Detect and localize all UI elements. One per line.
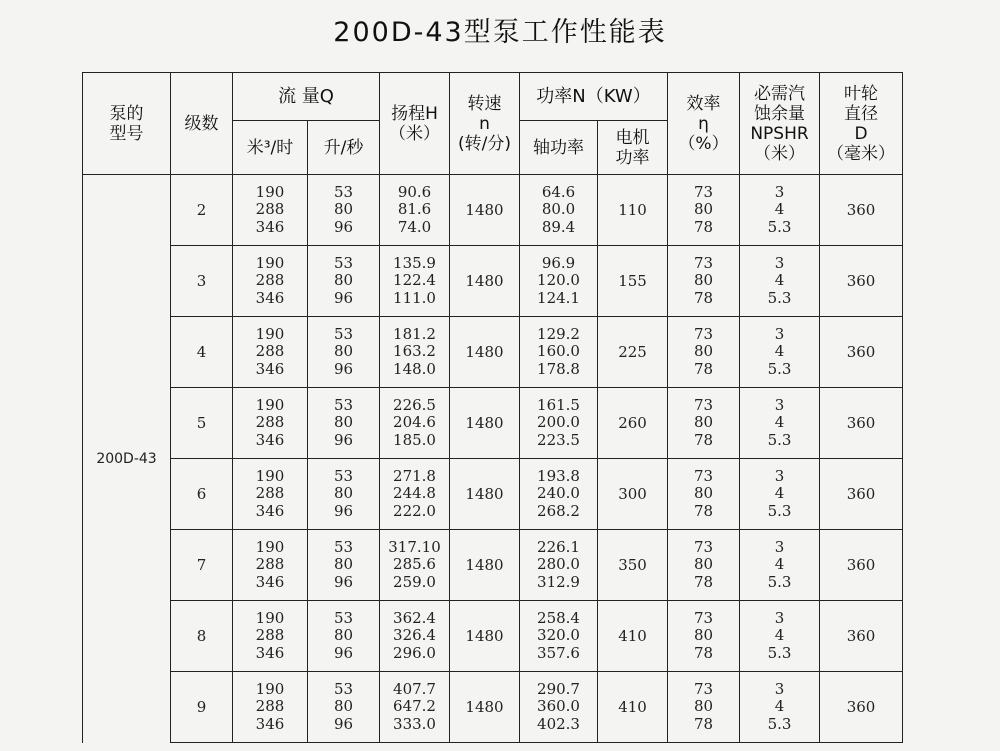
flow-ls-cell: 53 80 96: [308, 388, 380, 459]
header-impeller: 叶轮 直径 D （毫米）: [820, 73, 903, 175]
motor-power-cell: 260: [598, 388, 668, 459]
speed-cell: 1480: [450, 672, 520, 743]
impeller-cell: 360: [820, 459, 903, 530]
efficiency-cell: 73 80 78: [668, 388, 740, 459]
shaft-power-cell: 96.9 120.0 124.1: [520, 246, 598, 317]
header-flow-ls: 升/秒: [308, 121, 380, 175]
header-efficiency: 效率 η （%）: [668, 73, 740, 175]
header-model: 泵的 型号: [83, 73, 171, 175]
flow-m3-cell: 190 288 346: [233, 672, 308, 743]
flow-ls-cell: 53 80 96: [308, 175, 380, 246]
motor-power-cell: 410: [598, 601, 668, 672]
header-head: 扬程H （米）: [380, 73, 450, 175]
stage-cell: 4: [171, 317, 233, 388]
efficiency-cell: 73 80 78: [668, 317, 740, 388]
flow-m3-cell: 190 288 346: [233, 459, 308, 530]
stage-cell: 3: [171, 246, 233, 317]
impeller-cell: 360: [820, 388, 903, 459]
header-shaft-power: 轴功率: [520, 121, 598, 175]
head-cell: 135.9 122.4 111.0: [380, 246, 450, 317]
shaft-power-cell: 64.6 80.0 89.4: [520, 175, 598, 246]
shaft-power-cell: 161.5 200.0 223.5: [520, 388, 598, 459]
efficiency-cell: 73 80 78: [668, 530, 740, 601]
header-flow: 流 量Q: [233, 73, 380, 121]
table-body: [83, 175, 903, 743]
shaft-power-cell: 290.7 360.0 402.3: [520, 672, 598, 743]
stage-cell: 8: [171, 601, 233, 672]
flow-ls-cell: 53 80 96: [308, 530, 380, 601]
header-stages: 级数: [171, 73, 233, 175]
header-motor-power: 电机 功率: [598, 121, 668, 175]
npshr-cell: 3 4 5.3: [740, 459, 820, 530]
flow-ls-cell: 53 80 96: [308, 246, 380, 317]
stage-cell: 2: [171, 175, 233, 246]
head-cell: 317.10 285.6 259.0: [380, 530, 450, 601]
efficiency-cell: 73 80 78: [668, 672, 740, 743]
impeller-cell: 360: [820, 246, 903, 317]
flow-m3-cell: 190 288 346: [233, 175, 308, 246]
npshr-cell: 3 4 5.3: [740, 530, 820, 601]
head-cell: 407.7 647.2 333.0: [380, 672, 450, 743]
speed-cell: 1480: [450, 388, 520, 459]
flow-ls-cell: 53 80 96: [308, 601, 380, 672]
efficiency-cell: 73 80 78: [668, 246, 740, 317]
table-row: [83, 175, 903, 246]
flow-m3-cell: 190 288 346: [233, 388, 308, 459]
head-cell: 271.8 244.8 222.0: [380, 459, 450, 530]
page-title: 200D-43型泵工作性能表: [333, 17, 667, 48]
npshr-cell: 3 4 5.3: [740, 601, 820, 672]
shaft-power-cell: 129.2 160.0 178.8: [520, 317, 598, 388]
npshr-cell: 3 4 5.3: [740, 317, 820, 388]
shaft-power-cell: 226.1 280.0 312.9: [520, 530, 598, 601]
efficiency-cell: 73 80 78: [668, 459, 740, 530]
table-row: [83, 317, 903, 388]
shaft-power-cell: 193.8 240.0 268.2: [520, 459, 598, 530]
stage-cell: 7: [171, 530, 233, 601]
table-row: [83, 459, 903, 530]
speed-cell: 1480: [450, 530, 520, 601]
header-speed: 转速 n (转/分): [450, 73, 520, 175]
efficiency-cell: 73 80 78: [668, 601, 740, 672]
head-cell: 226.5 204.6 185.0: [380, 388, 450, 459]
head-cell: 90.6 81.6 74.0: [380, 175, 450, 246]
head-cell: 362.4 326.4 296.0: [380, 601, 450, 672]
head-cell: 181.2 163.2 148.0: [380, 317, 450, 388]
speed-cell: 1480: [450, 175, 520, 246]
performance-table: [82, 72, 903, 743]
table-row: [83, 601, 903, 672]
table-row: [83, 530, 903, 601]
table-row: [83, 672, 903, 743]
table-row: [83, 388, 903, 459]
shaft-power-cell: 258.4 320.0 357.6: [520, 601, 598, 672]
motor-power-cell: 410: [598, 672, 668, 743]
stage-cell: 9: [171, 672, 233, 743]
motor-power-cell: 110: [598, 175, 668, 246]
speed-cell: 1480: [450, 601, 520, 672]
motor-power-cell: 350: [598, 530, 668, 601]
motor-power-cell: 300: [598, 459, 668, 530]
npshr-cell: 3 4 5.3: [740, 388, 820, 459]
flow-ls-cell: 53 80 96: [308, 672, 380, 743]
impeller-cell: 360: [820, 601, 903, 672]
stage-cell: 5: [171, 388, 233, 459]
speed-cell: 1480: [450, 459, 520, 530]
flow-m3-cell: 190 288 346: [233, 317, 308, 388]
flow-m3-cell: 190 288 346: [233, 601, 308, 672]
speed-cell: 1480: [450, 246, 520, 317]
flow-ls-cell: 53 80 96: [308, 459, 380, 530]
impeller-cell: 360: [820, 317, 903, 388]
npshr-cell: 3 4 5.3: [740, 175, 820, 246]
flow-ls-cell: 53 80 96: [308, 317, 380, 388]
header-power: 功率N（KW）: [520, 73, 668, 121]
impeller-cell: 360: [820, 530, 903, 601]
model-cell: 200D-43: [83, 175, 171, 743]
header-npshr: 必需汽 蚀余量 NPSHR （米）: [740, 73, 820, 175]
flow-m3-cell: 190 288 346: [233, 246, 308, 317]
header-flow-m3: 米³/时: [233, 121, 308, 175]
npshr-cell: 3 4 5.3: [740, 672, 820, 743]
flow-m3-cell: 190 288 346: [233, 530, 308, 601]
motor-power-cell: 225: [598, 317, 668, 388]
motor-power-cell: 155: [598, 246, 668, 317]
table-row: [83, 246, 903, 317]
efficiency-cell: 73 80 78: [668, 175, 740, 246]
impeller-cell: 360: [820, 672, 903, 743]
stage-cell: 6: [171, 459, 233, 530]
npshr-cell: 3 4 5.3: [740, 246, 820, 317]
speed-cell: 1480: [450, 317, 520, 388]
impeller-cell: 360: [820, 175, 903, 246]
